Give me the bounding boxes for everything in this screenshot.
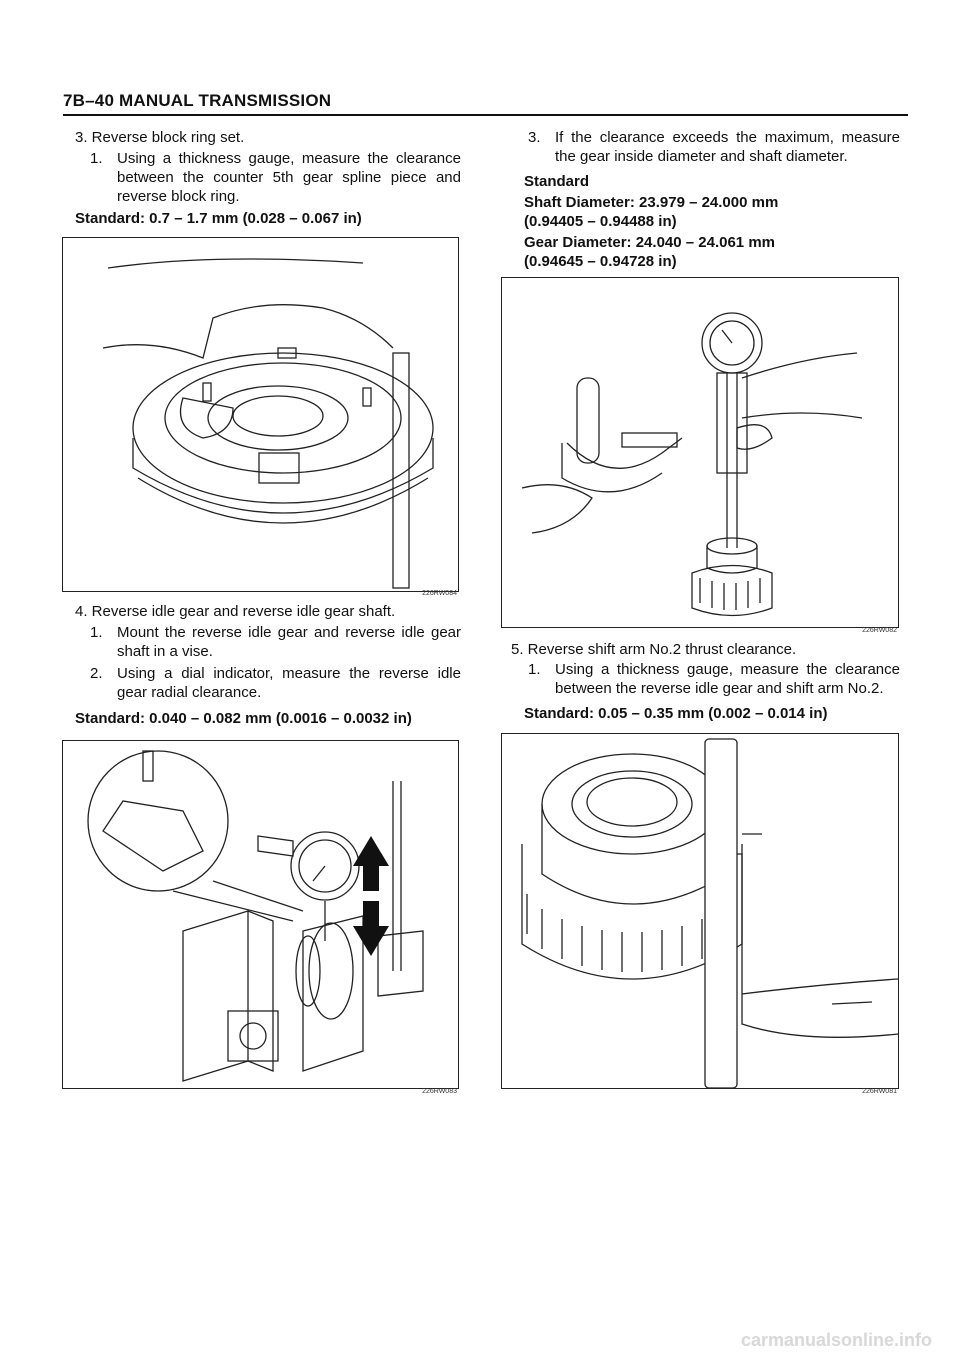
watermark[interactable]: carmanualsonline.info	[740, 1330, 932, 1350]
gear-diameter-line2: (0.94645 – 0.94728 in)	[524, 253, 677, 270]
sub3-text: If the clearance exceeds the maximum, measure the gear inside diameter and shaft diameter.	[555, 129, 900, 165]
step4-sub2-number: 2.	[90, 665, 103, 682]
gear-diameter-line1: Gear Diameter: 24.040 – 24.061 mm	[524, 234, 775, 251]
figure4-code: 226RW081	[862, 1088, 897, 1095]
sub3-number: 3.	[528, 129, 541, 146]
step3-standard: Standard: 0.7 – 1.7 mm (0.028 – 0.067 in)	[75, 210, 362, 227]
micrometer-illustration	[502, 278, 898, 627]
step5-standard: Standard: 0.05 – 0.35 mm (0.002 – 0.014 in)	[524, 705, 828, 722]
step4-sub1-number: 1.	[90, 624, 103, 641]
step4-title: 4. Reverse idle gear and reverse idle gear shaft.	[75, 603, 396, 620]
step3-title: 3. Reverse block ring set.	[75, 129, 245, 146]
step5-sub1-number: 1.	[528, 661, 541, 678]
page-header: 7B–40 MANUAL TRANSMISSION	[63, 91, 332, 110]
standard-label: Standard	[524, 173, 590, 190]
step5-title: 5. Reverse shift arm No.2 thrust clearance.	[511, 641, 797, 658]
step5-sub1-text: Using a thickness gauge, measure the clearance between the reverse idle gear and shift arm No.2.	[555, 661, 900, 697]
step3-sub1-text: Using a thickness gauge, measure the clearance between the counter 5th gear spline piece and reverse block ring.	[117, 150, 461, 205]
step3-sub1-number: 1.	[90, 150, 103, 167]
figure-micrometer-measurement	[501, 277, 899, 628]
figure-block-ring-clearance	[62, 237, 459, 592]
figure1-code: 226RW084	[422, 590, 457, 597]
shaft-diameter-line1: Shaft Diameter: 23.979 – 24.000 mm	[524, 194, 779, 211]
block-ring-illustration	[63, 238, 458, 591]
figure-idle-gear-radial-clearance	[62, 740, 459, 1089]
dial-indicator-illustration	[63, 741, 458, 1088]
step4-sub2-text: Using a dial indicator, measure the reverse idle gear radial clearance.	[117, 665, 461, 701]
step4-standard: Standard: 0.040 – 0.082 mm (0.0016 – 0.0032 in)	[75, 710, 412, 727]
thickness-gauge-illustration	[502, 734, 898, 1088]
header-rule	[63, 114, 908, 116]
figure3-code: 226RW083	[422, 1088, 457, 1095]
figure2-code: 226RW082	[862, 627, 897, 634]
step4-sub1-text: Mount the reverse idle gear and reverse idle gear shaft in a vise.	[117, 624, 461, 660]
shaft-diameter-line2: (0.94405 – 0.94488 in)	[524, 213, 677, 230]
figure-shift-arm-thrust-clearance	[501, 733, 899, 1089]
